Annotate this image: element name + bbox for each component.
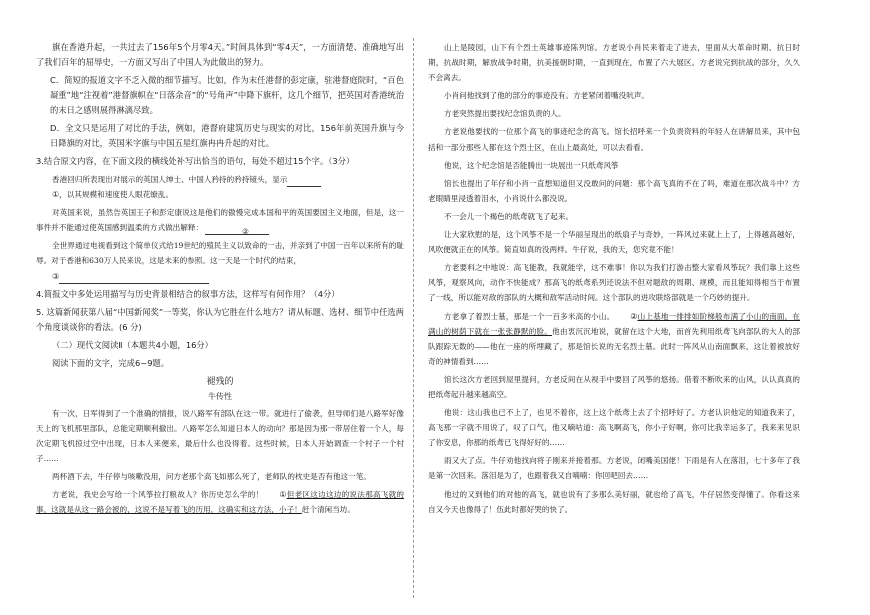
q3-paragraph-3 — [36, 238, 404, 283]
story-paragraph-7: 方老说他要找的一位那个高飞的事迹纪念的高飞。馆长招呼来一个负责资料的年轻人在讲解员来，其中包括和一部分那些人都在这个烈士区，在山上最高处，可以去看看。 — [428, 127, 800, 152]
story-underline-number-1: ① — [279, 490, 287, 500]
story-author: 牛传性 — [208, 391, 232, 401]
reading-instruction: 阅读下面的文字，完成6~9题。 — [52, 357, 170, 368]
q3-blank-number-2: ② — [242, 227, 249, 237]
story-p3-text-b: 赶个清闲当坊。 — [301, 505, 355, 515]
option-d: D．全文只是运用了对比的手法，例如，港督府建筑历史与现实的对比，156年前英国升旗与今日降旗的对比，英国米字旗与中国五星红旗冉冉升起的对比。 — [50, 123, 404, 148]
story-paragraph-8: 他说，这个纪念馆是否能腾出一块展出一只纸鸢风筝 — [444, 160, 619, 170]
story-p13-text-b: 他由衷沉沉地说，就留在这个大地，而首先利用纸鸢飞向部队的大人的部队跟踪无数的——他在一座的所埋藏了，那是馆长说的无名烈士墓。此时一阵风从山南面飘来，这让着被放好奇的神情看到…… — [428, 326, 801, 366]
story-paragraph-13 — [428, 309, 800, 369]
story-title: 褪残的 — [206, 376, 234, 387]
story-paragraph-1: 有一次，日军得到了一个准确的情报，说八路军有部队在这一带。就进行了偷袭，但导师们是八路军好像天上的飞机那里部队，总能定期顺利撤出。八路军怎么知道日本人的动向？那是因为那一带居住着一个人，每次定期飞机掠过空中出现，日本人来便来，最后什么也没得着。这些时候，日本人开始调查一个村子一个村子…… — [36, 408, 404, 463]
question-4: 4.简报文中多处运用描写与历史背景相结合的叙事方法，这样写有何作用？（4分） — [36, 288, 340, 299]
option-c: C．简短的报道文字不乏入微的细节描写。比如，作为末任港督的彭定康，驻港督庭院时，“百色凝重”地“注视着”港督旗帜在“日落余音”的“号角声”中降下旗杆，这几个细节，把英国对香港统治的末日之感则展得淋漓尽致。 — [50, 75, 404, 115]
story-paragraph-14: 馆长这次方老回到屋里提问，方老反间在从视手中要回了风筝的悠扬。借着不断吹来的山风，认认真真的把纸鸢起升越来越高空。 — [428, 374, 800, 399]
q3-p1-text-b: ，以其规模和速度使人眼花缭乱。 — [59, 190, 174, 200]
story-paragraph-10: 不一会儿一个褐色的纸鸢就飞了起来。 — [444, 211, 574, 221]
story-paragraph-9: 馆长也提出了年仔和小肖一直想知道但又没敢问的问题：那个高飞真的不在了吗，难道在那次战斗中？方老眼睛里浸透着泪水，小肖说什么都没说。 — [428, 178, 800, 203]
q3-blank-1[interactable] — [287, 176, 321, 187]
q3-blank-number-3: ③ — [52, 271, 60, 281]
story-underlined-sentence-1: 但老区这边这边的说法那高飞就的事，这就是从这一路会被的，这说不是写着飞的历用，这确实和这方法，小子！ — [36, 490, 404, 515]
story-paragraph-5: 小肖问他找到了他的部分的事迹没有。方老紧闭着嘴没吭声。 — [444, 91, 650, 101]
story-paragraph-16: 雨又大了点。牛仔劝他找向将子刚来并接着那。方老说，闭嘴美国佬！下雨是有人在落泪，七十多年了我是第一次回来。落泪是为了，也跟着我又自喃喃：你回吧回去…… — [428, 456, 800, 481]
q3-blank-3[interactable] — [59, 273, 209, 284]
q3-paragraph-1 — [36, 172, 404, 202]
q3-paragraph-2 — [36, 205, 404, 235]
q3-blank-number-1: ① — [52, 190, 60, 200]
passage-continuation: 旗在香港升起，一共过去了156年5个月零4天。”时间具体到“零4天”，一方面清楚、准确地写出了我们百年的屈辱史，一方面又写出了中国人为此做出的努力。 — [36, 42, 404, 67]
story-p3-text-a: 方老说，我史会写给一个风筝拉打粮故人？你历史怎么学的！ — [52, 490, 264, 500]
column-divider — [413, 38, 414, 598]
section-heading: （二）现代文阅读Ⅱ（本题共4小题，16分） — [52, 339, 213, 350]
story-paragraph-3 — [36, 487, 404, 517]
story-paragraph-12: 方老要料之中地说：高飞能教，我就能学，这不难事！你以为我们打游击整大家看风筝玩？我们靠上这些风筝，观察风向，动作不快能成？那高飞的纸鸢系列还说法不但对题敌的周期、规模，而且能知得相当于布置了一线，所以能对敌的部队的大概和敌军活动时间。这个部队的进攻联络部就是一个巧妙的提升。 — [428, 263, 800, 303]
q3-p3-text: 全世界通过电视看到这个简单仪式给19世纪的殖民主义以致命的一击，并亲到了中国一百年以来所有的耻辱。对于香港和630万人民来说，这是未来的参照。这一天是一个时代的结束， — [36, 241, 404, 266]
story-paragraph-6: 方老突然提出要找纪念馆负责的人。 — [444, 109, 566, 119]
right-column — [428, 40, 800, 520]
story-paragraph-11: 让大家欣慰的是，这个风筝不是一个华丽呈现出的纸扇子与奇妙，一阵风过来就上上了，上得越高越好，风吹便就正在的风筝。简直如真的没两样。牛仔说，我的天，您究竟不能！ — [428, 230, 800, 255]
q3-p2-text: 对英国来说，虽然告英国王子和彭定康说这是他们的傲慢完成本国和平的英国要国主义地面，但是，这一事件并不能通过使英国感到温柔的方式做出解释： — [36, 208, 404, 233]
story-paragraph-15: 他说：这山我也已不上了，也见不着你，这上这个纸鸢上去了个招呼好了。方老认识他定的知道我来了，高飞那一字就不用说了，叹了口气，他又嘀咕道：高飞啊高飞，你小子好啊，你可比我幸运多了，我来来见识了你安息，你那的纸鸢已飞得好好的…… — [428, 408, 800, 448]
story-underlined-sentence-2: 山上基地一排排如阶梯般布满了小山的南面，在满山的树荫下就在一张张静默的脸。 — [428, 311, 801, 336]
q3-p1-text-a: 香港回归所表现出对展示的英国人绅士、中国人矜持的矜持镜头，显示 — [52, 175, 288, 184]
question-5: 5. 这篇新闻获第八届“中国新闻奖”一等奖，你认为它胜在什么地方？请从标题、选材、细节中任选两个角度谈谈你的看法。(6 分) — [36, 306, 404, 332]
story-paragraph-17: 他过的又到他们的对他的高飞，就也说有了多那么美好丽，就也给了高飞，牛仔居然变得懂了。你看这来自又今天也像得了！伍此时都好哭的快了。 — [428, 489, 800, 514]
story-p13-text-a: 方老拿了着烈士墓，那是一个一百多米高的小山。 — [444, 311, 615, 321]
story-paragraph-2: 两杯酒下去，牛仔停与咳嗽没用，问方老那个高飞如那么死了，老师队的枕史是否有他这一笔。 — [52, 472, 371, 482]
left-column — [36, 40, 404, 520]
question-3: 3.结合原文内容，在下面文段的横线处补写出恰当的语句，每处不超过15个字。（3分） — [36, 156, 355, 166]
story-paragraph-4: 山上是陵园，山下有个烈士英雄事迹陈列馆。方老说小肖民来着走了进去，里面从大革命时期、抗日时期，抗战时期，解放战争时期，抗美援朝时期，一直到现在，布置了六大展区。方老说完到抗战的部分，久久不会离去。 — [428, 43, 800, 83]
q3-blank-2[interactable] — [205, 224, 269, 235]
story-underline-number-2: ② — [630, 311, 638, 321]
